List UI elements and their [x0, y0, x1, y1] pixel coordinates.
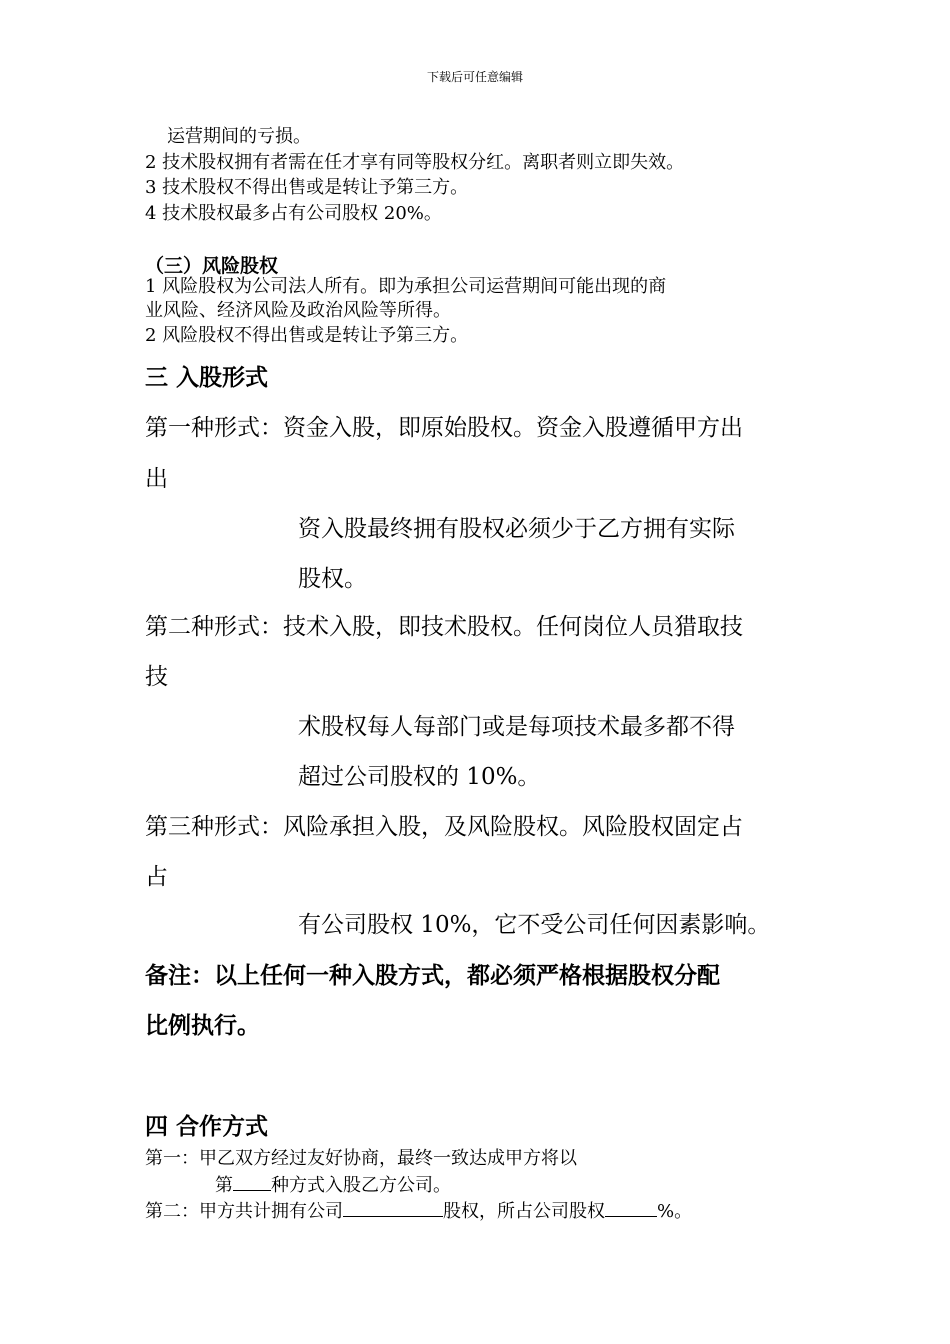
- section-4-heading: 四 合作方式: [145, 1113, 269, 1140]
- form-3-line-a-wrap: 占: [145, 864, 168, 890]
- tech-equity-item-4: 4 技术股权最多占有公司股权 20%。: [145, 203, 442, 224]
- tech-equity-item-3: 3 技术股权不得出售或是转让予第三方。: [145, 177, 469, 198]
- form-1-line-b: 资入股最终拥有股权必须少于乙方拥有实际: [298, 516, 735, 542]
- form-1-line-c: 股权。: [298, 566, 367, 592]
- form-3-line-a: 第三种形式：风险承担入股，及风险股权。风险股权固定占: [145, 814, 743, 840]
- cooperation-second-pre: 第二：甲方共计拥有公司: [145, 1201, 343, 1222]
- page-header: 下载后可任意编辑: [426, 70, 523, 84]
- form-3-line-b: 有公司股权 10%，它不受公司任何因素影响。: [298, 912, 771, 938]
- form-2-line-a: 第二种形式：技术入股，即技术股权。任何岗位人员猎取技: [145, 614, 743, 640]
- cooperation-first-b-post: 种方式入股乙方公司。: [271, 1175, 451, 1196]
- tech-equity-item-2: 2 技术股权拥有者需在任才享有同等股权分红。离职者则立即失效。: [145, 152, 685, 173]
- equity-percent-blank[interactable]: [605, 1198, 657, 1217]
- risk-equity-item-1a: 1 风险股权为公司法人所有。即为承担公司运营期间可能出现的商: [145, 276, 667, 297]
- section-3-heading: 三 入股形式: [145, 364, 269, 391]
- note-line-b: 比例执行。: [145, 1012, 260, 1039]
- tech-equity-line1-cont: 运营期间的亏损。: [167, 126, 311, 147]
- cooperation-second-post: %。: [657, 1201, 693, 1222]
- cooperation-first-b: [215, 1172, 451, 1197]
- form-2-line-c: 超过公司股权的 10%。: [298, 764, 541, 790]
- form-2-line-a-wrap: 技: [145, 664, 168, 690]
- cooperation-first-b-pre: 第: [215, 1175, 233, 1196]
- cooperation-first-a: 第一：甲乙双方经过友好协商，最终一致达成甲方将以: [145, 1148, 577, 1169]
- form-2-line-b: 术股权每人每部门或是每项技术最多都不得: [298, 714, 735, 740]
- note-line-a: 备注：以上任何一种入股方式，都必须严格根据股权分配: [145, 962, 720, 989]
- risk-equity-item-1b: 业风险、经济风险及政治风险等所得。: [145, 300, 451, 321]
- form-1-line-a: 第一种形式：资金入股，即原始股权。资金入股遵循甲方出: [145, 415, 743, 441]
- form-number-blank[interactable]: [233, 1172, 271, 1191]
- cooperation-second-mid: 股权，所占公司股权: [443, 1201, 605, 1222]
- cooperation-second: [145, 1198, 692, 1223]
- equity-amount-blank[interactable]: [343, 1198, 443, 1217]
- form-1-line-a-wrap: 出: [145, 466, 168, 492]
- risk-equity-item-2: 2 风险股权不得出售或是转让予第三方。: [145, 325, 469, 346]
- risk-equity-heading: （三）风险股权: [145, 255, 279, 277]
